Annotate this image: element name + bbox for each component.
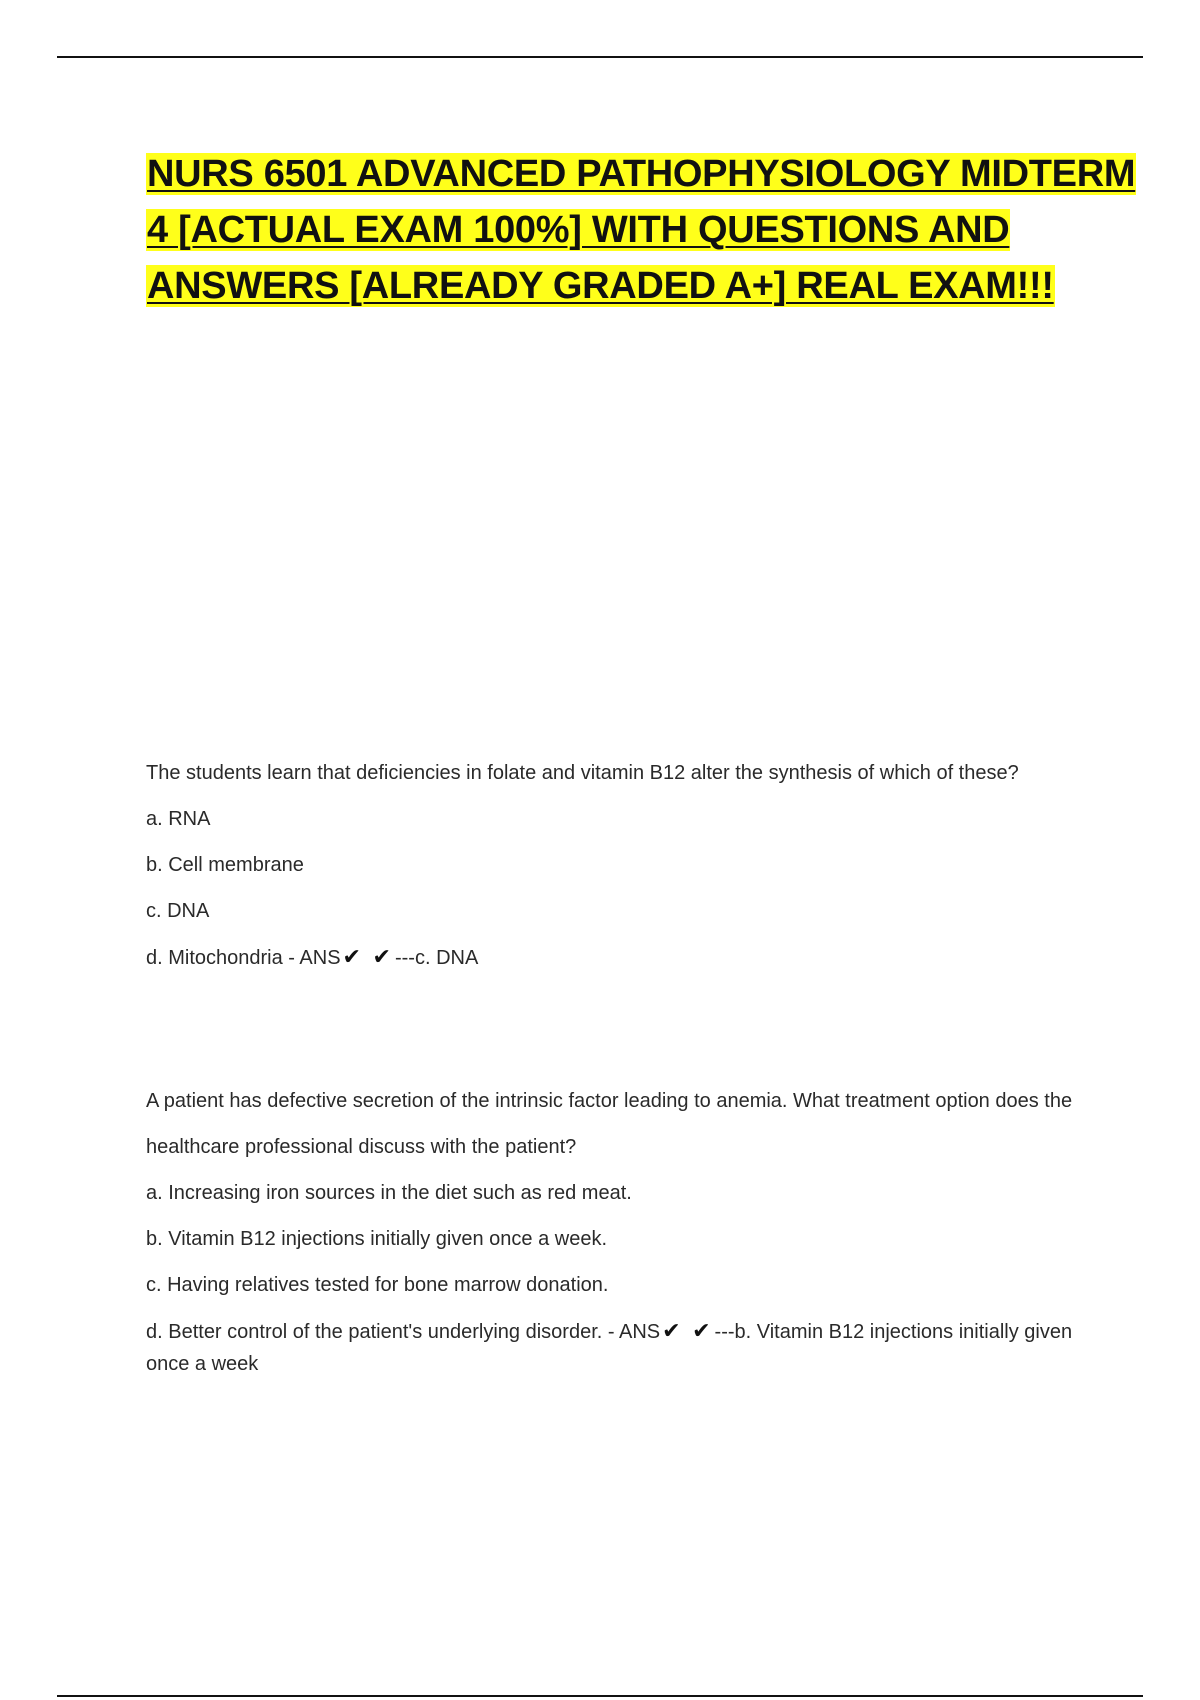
question-1 [146, 750, 1106, 974]
option-d-with-answer [146, 1308, 1106, 1380]
option-a: a. RNA [146, 808, 211, 830]
option-c: c. DNA [146, 900, 210, 922]
answer-text: ---c. DNA [394, 947, 479, 969]
option-d: d. Better control of the patient's underlying disorder. - ANS [146, 1321, 661, 1343]
title-highlight: NURS 6501 ADVANCED PATHOPHYSIOLOGY MIDTERM 4 [ACTUAL EXAM 100%] WITH QUESTIONS AND ANSWERS [ALREADY GRADED A+] REAL EXAM!!! [147, 153, 1136, 307]
question-stem: The students learn that deficiencies in folate and vitamin B12 alter the synthesis of which of these? [146, 762, 1019, 784]
checkmark-icon: ✔ [662, 1318, 681, 1343]
question-stem: A patient has defective secretion of the intrinsic factor leading to anemia. What treatment option does the healthcare professional discuss with the patient? [146, 1090, 1073, 1158]
option-d-with-answer [146, 934, 1106, 974]
checkmark-icon: ✔ [372, 944, 391, 969]
option-a: a. Increasing iron sources in the diet such as red meat. [146, 1182, 632, 1204]
document-title [146, 146, 1146, 314]
top-rule [57, 56, 1143, 58]
option-b: b. Vitamin B12 injections initially given once a week. [146, 1228, 607, 1250]
answer-text: ---b. Vitamin B12 injections initially given once a week [146, 1321, 1073, 1375]
question-2 [146, 1078, 1106, 1380]
option-c: c. Having relatives tested for bone marrow donation. [146, 1274, 609, 1296]
bottom-rule [57, 1695, 1143, 1697]
option-b: b. Cell membrane [146, 854, 304, 876]
checkmark-icon: ✔ [342, 944, 361, 969]
option-d: d. Mitochondria - ANS [146, 947, 341, 969]
checkmark-icon: ✔ [692, 1318, 711, 1343]
